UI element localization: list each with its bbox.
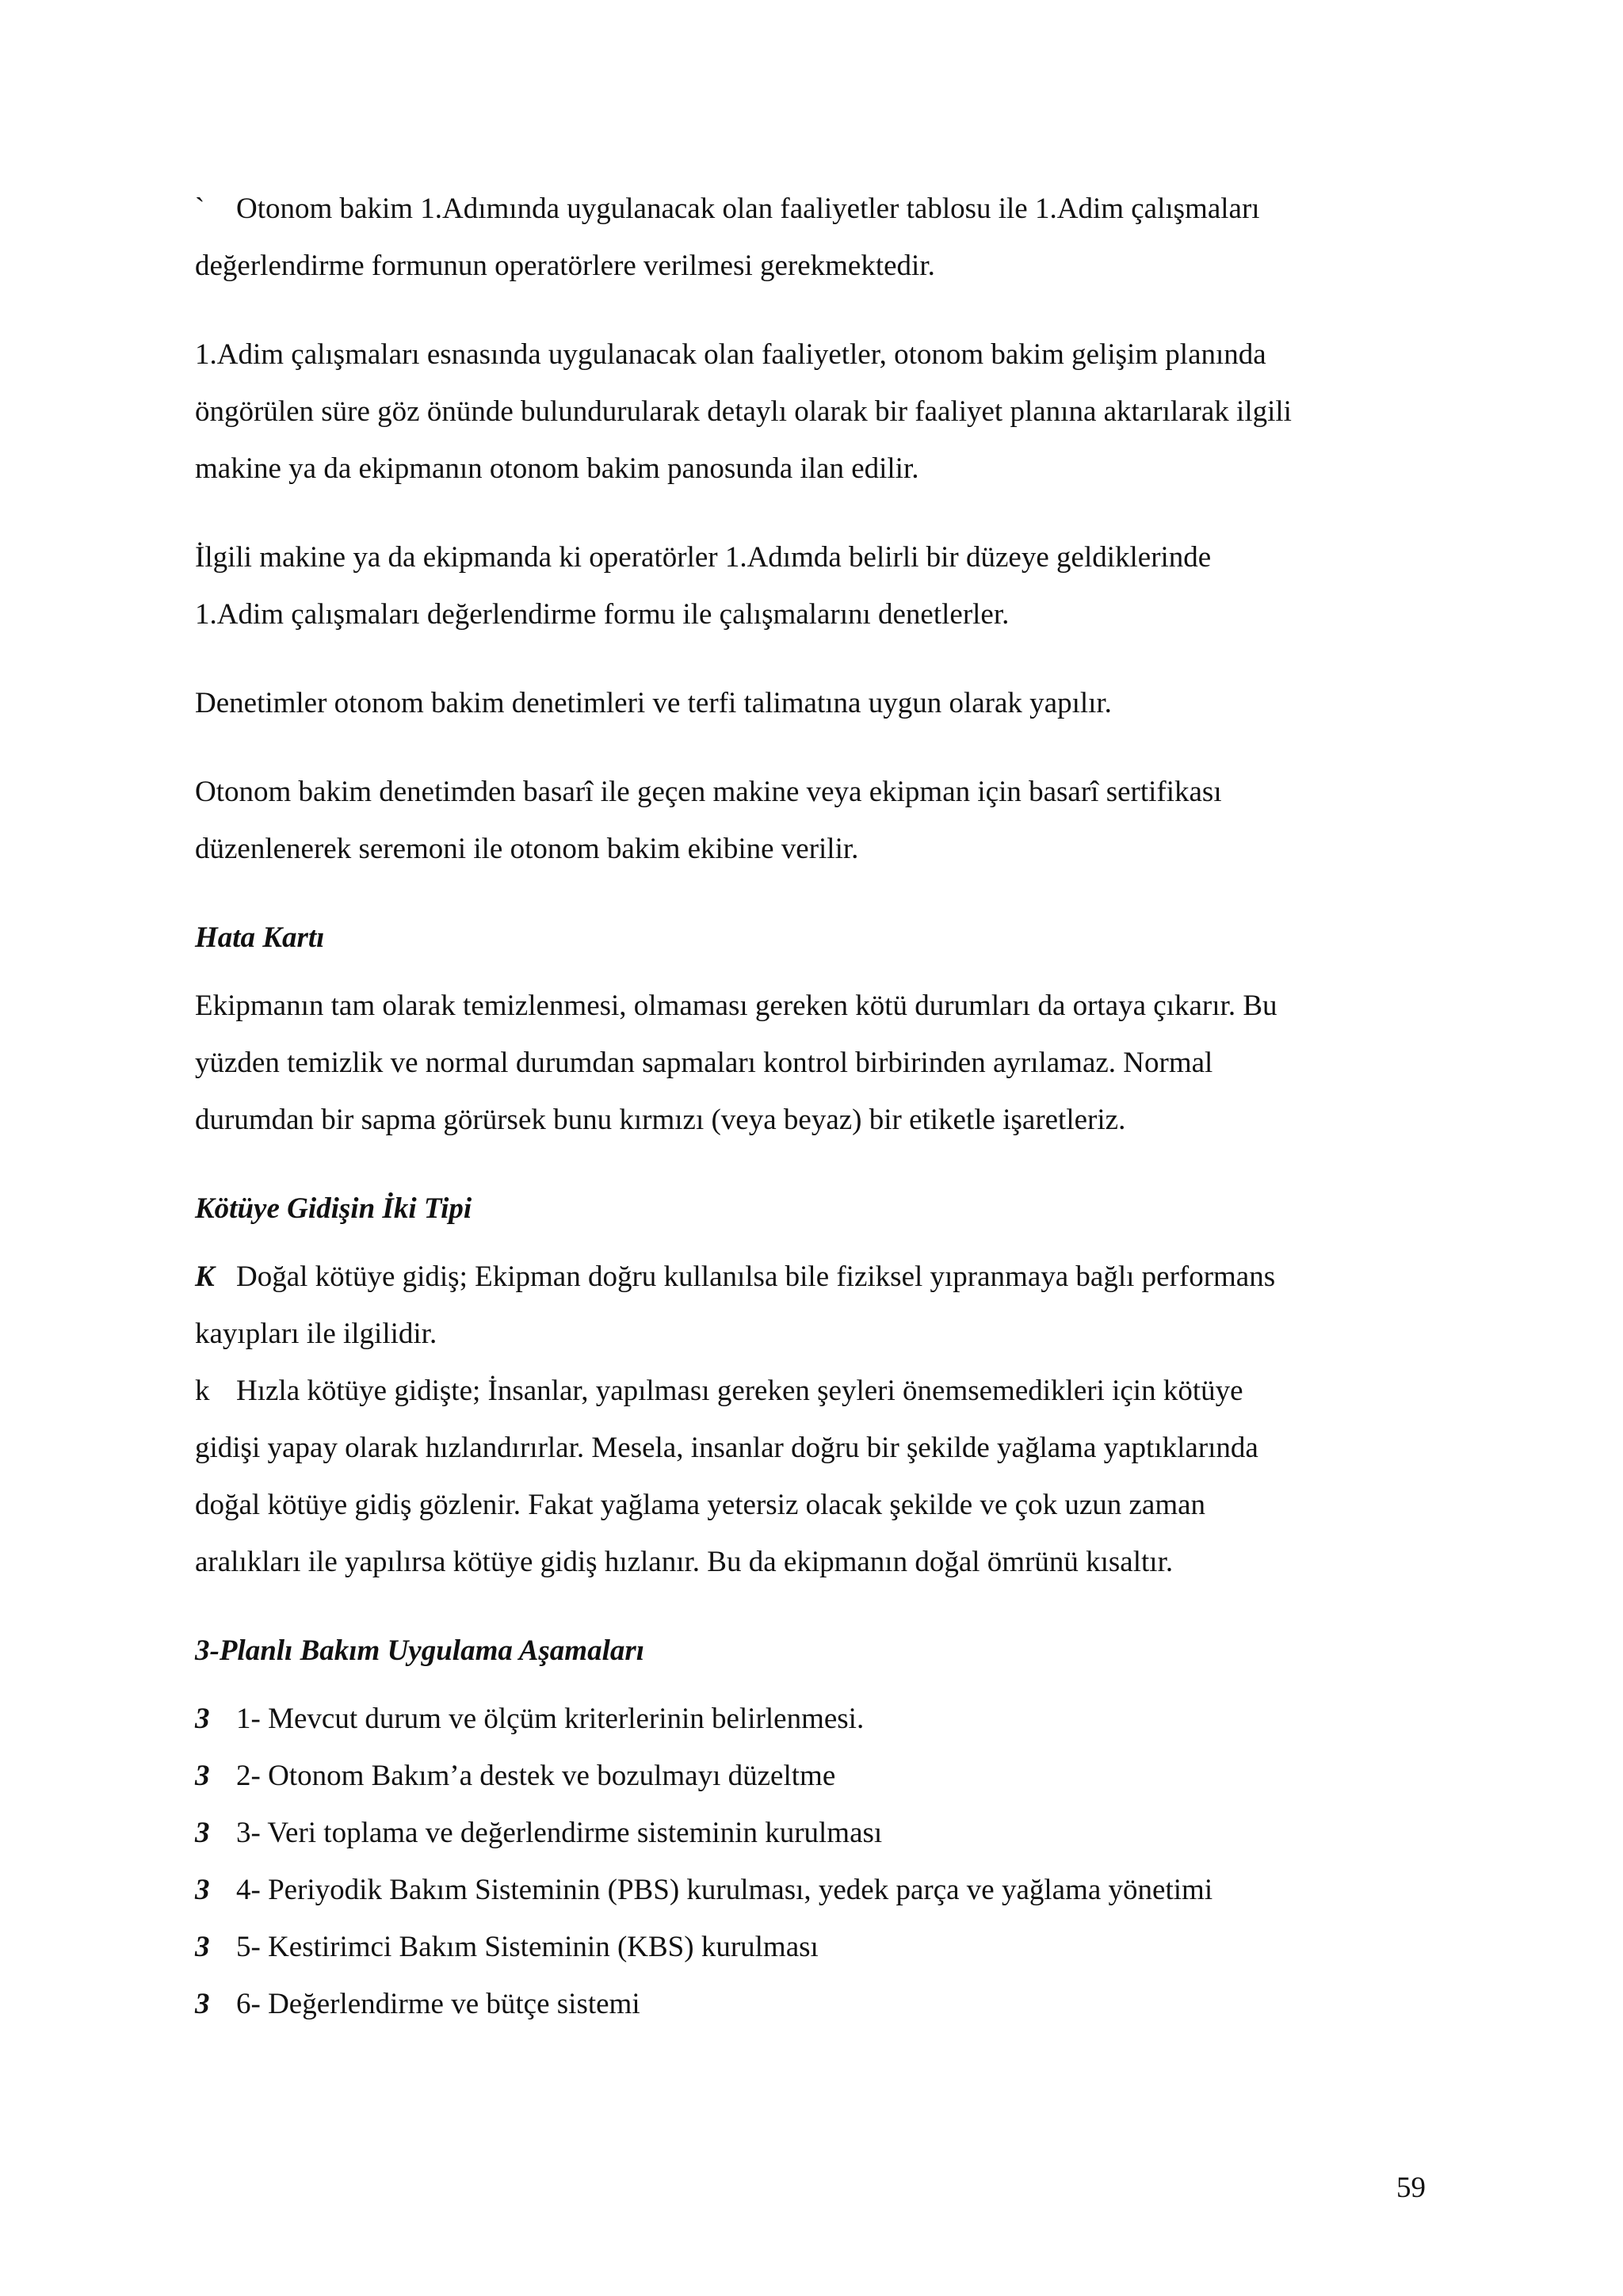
bullet-marker: 3: [195, 1931, 210, 1963]
paragraph-4: [195, 675, 1447, 732]
kotuye-item-2-line-1: k Hızla kötüye gidişte; İnsanlar, yapılması gereken şeyleri önemsemedikleri için kötüye: [195, 1363, 1447, 1420]
paragraph-5: [195, 764, 1447, 878]
planli-bakim-list: [195, 1691, 1447, 2033]
paragraph-3-line-2: 1.Adim çalışmaları değerlendirme formu ile çalışmalarını denetlerler.: [195, 598, 1010, 631]
paragraph-1-line-2: değerlendirme formunun operatörlere verilmesi gerekmektedir.: [195, 250, 935, 282]
list-item: 3 6- Değerlendirme ve bütçe sistemi: [195, 1976, 1447, 2033]
paragraph-3-line-1: İlgili makine ya da ekipmanda ki operatörler 1.Adımda belirli bir düzeye geldiklerinde: [195, 541, 1212, 574]
paragraph-2: [195, 326, 1447, 498]
paragraph-4-line-1: Denetimler otonom bakim denetimleri ve terfi talimatına uygun olarak yapılır.: [195, 687, 1112, 719]
kotuye-item-2-line-2: gidişi yapay olarak hızlandırırlar. Mesela, insanlar doğru bir şekilde yağlama yaptıklarında: [195, 1432, 1258, 1464]
page-number: 59: [1396, 2172, 1426, 2204]
document-page: [195, 181, 1447, 2033]
hata-karti-line-1: Ekipmanın tam olarak temizlenmesi, olmaması gereken kötü durumları da ortaya çıkarır. Bu: [195, 990, 1277, 1022]
list-item: 3 3- Veri toplama ve değerlendirme sisteminin kurulması: [195, 1805, 1447, 1862]
paragraph-2-line-2: öngörülen süre göz önünde bulundurularak detaylı olarak bir faaliyet planına aktarılarak ilgili: [195, 395, 1292, 428]
hata-karti-paragraph: [195, 978, 1447, 1149]
paragraph-5-line-1: Otonom bakim denetimden basarî ile geçen makine veya ekipman için basarî sertifikası: [195, 776, 1222, 808]
backtick-marker: `: [195, 193, 205, 225]
bullet-marker: K: [195, 1261, 215, 1293]
hata-karti-heading: Hata Kartı: [195, 921, 325, 954]
bullet-marker: 3: [195, 1703, 210, 1735]
paragraph-1-line-1: ` Otonom bakim 1.Adımında uygulanacak olan faaliyetler tablosu ile 1.Adim çalışmaları: [195, 181, 1447, 238]
paragraph-2-line-1: 1.Adim çalışmaları esnasında uygulanacak olan faaliyetler, otonom bakim gelişim planında: [195, 338, 1266, 371]
kotuye-item-1-line-1: K Doğal kötüye gidiş; Ekipman doğru kullanılsa bile fiziksel yıpranmaya bağlı performans: [195, 1249, 1447, 1306]
paragraph-3: [195, 529, 1447, 643]
list-item: 3 5- Kestirimci Bakım Sisteminin (KBS) kurulması: [195, 1919, 1447, 1976]
kotuye-item-2-line-4: aralıkları ile yapılırsa kötüye gidiş hızlanır. Bu da ekipmanın doğal ömrünü kısaltır.: [195, 1546, 1174, 1578]
list-item: 3 2- Otonom Bakım’a destek ve bozulmayı düzeltme: [195, 1748, 1447, 1805]
bullet-marker: 3: [195, 1874, 210, 1906]
bullet-marker: 3: [195, 1817, 210, 1849]
bullet-marker: 3: [195, 1760, 210, 1792]
paragraph-1: [195, 181, 1447, 295]
hata-karti-line-3: durumdan bir sapma görürsek bunu kırmızı (veya beyaz) bir etiketle işaretleriz.: [195, 1104, 1126, 1136]
list-item: 3 1- Mevcut durum ve ölçüm kriterlerinin belirlenmesi.: [195, 1691, 1447, 1748]
kotuye-gidis-heading: Kötüye Gidişin İki Tipi: [195, 1192, 472, 1225]
bullet-marker: k: [195, 1375, 210, 1407]
planli-bakim-heading: 3-Planlı Bakım Uygulama Aşamaları: [195, 1634, 645, 1667]
hata-karti-line-2: yüzden temizlik ve normal durumdan sapmaları kontrol birbirinden ayrılamaz. Normal: [195, 1047, 1213, 1079]
kotuye-item-2-line-3: doğal kötüye gidiş gözlenir. Fakat yağlama yetersiz olacak şekilde ve çok uzun zaman: [195, 1489, 1206, 1521]
kotuye-gidis-paragraph: [195, 1249, 1447, 1591]
list-item: 3 4- Periyodik Bakım Sisteminin (PBS) kurulması, yedek parça ve yağlama yönetimi: [195, 1862, 1447, 1919]
bullet-marker: 3: [195, 1988, 210, 2020]
paragraph-5-line-2: düzenlenerek seremoni ile otonom bakim ekibine verilir.: [195, 833, 859, 865]
paragraph-2-line-3: makine ya da ekipmanın otonom bakim panosunda ilan edilir.: [195, 452, 919, 485]
kotuye-item-1-line-2: kayıpları ile ilgilidir.: [195, 1318, 437, 1350]
